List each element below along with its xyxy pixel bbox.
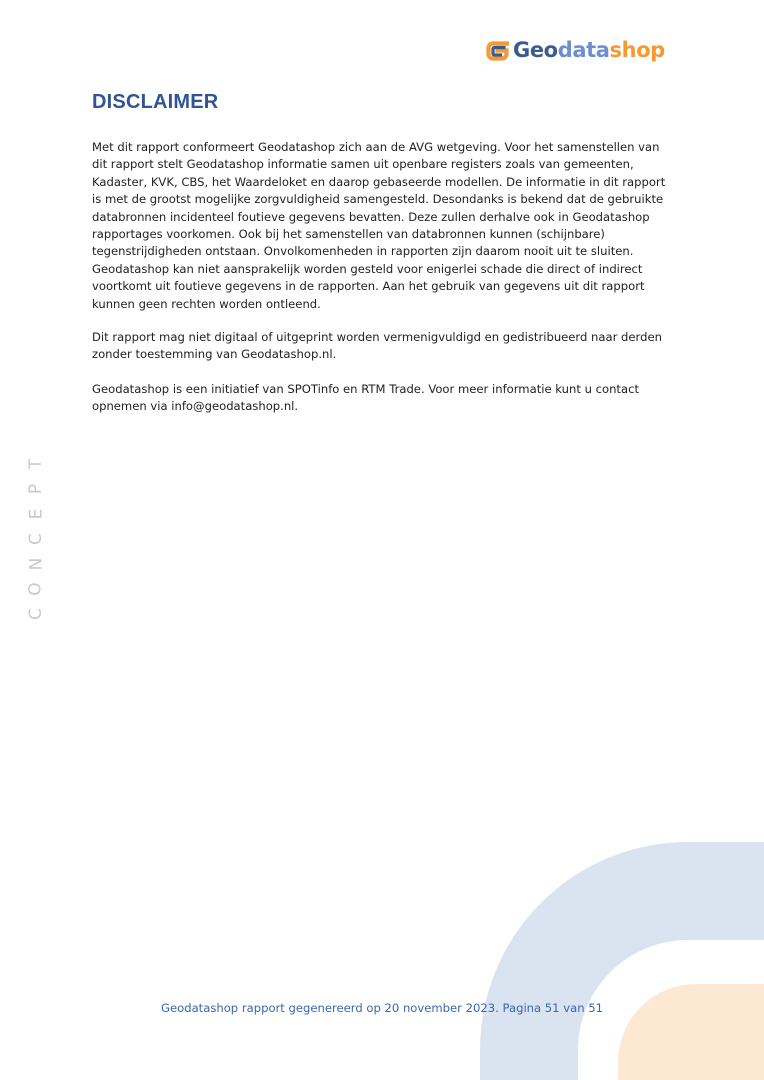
disclaimer-paragraph-contact: Geodatashop is een initiatief van SPOTinfo en RTM Trade. Voor meer informatie kunt u contact opnemen via info@geodatashop.nl.: [92, 382, 639, 414]
geodatashop-logo-icon: [485, 38, 509, 62]
logo-word-geo: Geo: [513, 38, 558, 62]
concept-watermark: [26, 455, 46, 623]
disclaimer-paragraph-copyright: Dit rapport mag niet digitaal of uitgeprint worden vermenigvuldigd en gedistribueerd naar derden zonder toestemming van Geodatashop.nl.: [92, 330, 662, 362]
watermark-letter: O: [25, 582, 46, 596]
disclaimer-paragraph-avg: Met dit rapport conformeert Geodatashop zich aan de AVG wetgeving. Voor het samenstellen van dit rapport stelt Geodatashop informatie samen uit openbare registers zoals van gemeenten, Kadaster, KVK, CBS, het Waardeloket en daarop gebaseerde modellen. De informatie in dit rapport is met de grootst mogelijke zorgvuldigheid samengesteld. Desondanks is bekend dat de gebruikte databronnen incidenteel foutieve gegevens bevatten. Deze zullen derhalve ook in Geodatashop rapportages voorkomen. Ook bij het samenstellen van databronnen kunnen (schijnbare) tegenstrijdigheden ontstaan. Onvolkomenheden in rapporten zijn daarom nooit uit te sluiten. Geodatashop kan niet aansprakelijk worden gesteld voor enigerlei schade die direct of indirect voortkomt uit foutieve gegevens in de rapporten. Aan het gebruik van gegevens uit dit rapport kunnen geen rechten worden ontleend.: [92, 140, 666, 311]
page-title: DISCLAIMER: [92, 91, 219, 113]
page-footer: Geodatashop rapport gegenereerd op 20 november 2023. Pagina 51 van 51: [161, 1001, 603, 1015]
watermark-letter: P: [25, 483, 46, 495]
geodatashop-logo: [485, 36, 665, 64]
watermark-letter: T: [25, 458, 46, 470]
logo-word-data: data: [557, 38, 610, 62]
watermark-letter: E: [26, 508, 46, 520]
watermark-letter: C: [26, 608, 46, 620]
logo-wordmark: [513, 36, 665, 64]
orange-arc-decoration: [618, 984, 764, 1080]
watermark-letter: C: [26, 533, 46, 545]
watermark-letter: N: [26, 557, 46, 571]
logo-word-shop: shop: [609, 38, 665, 62]
